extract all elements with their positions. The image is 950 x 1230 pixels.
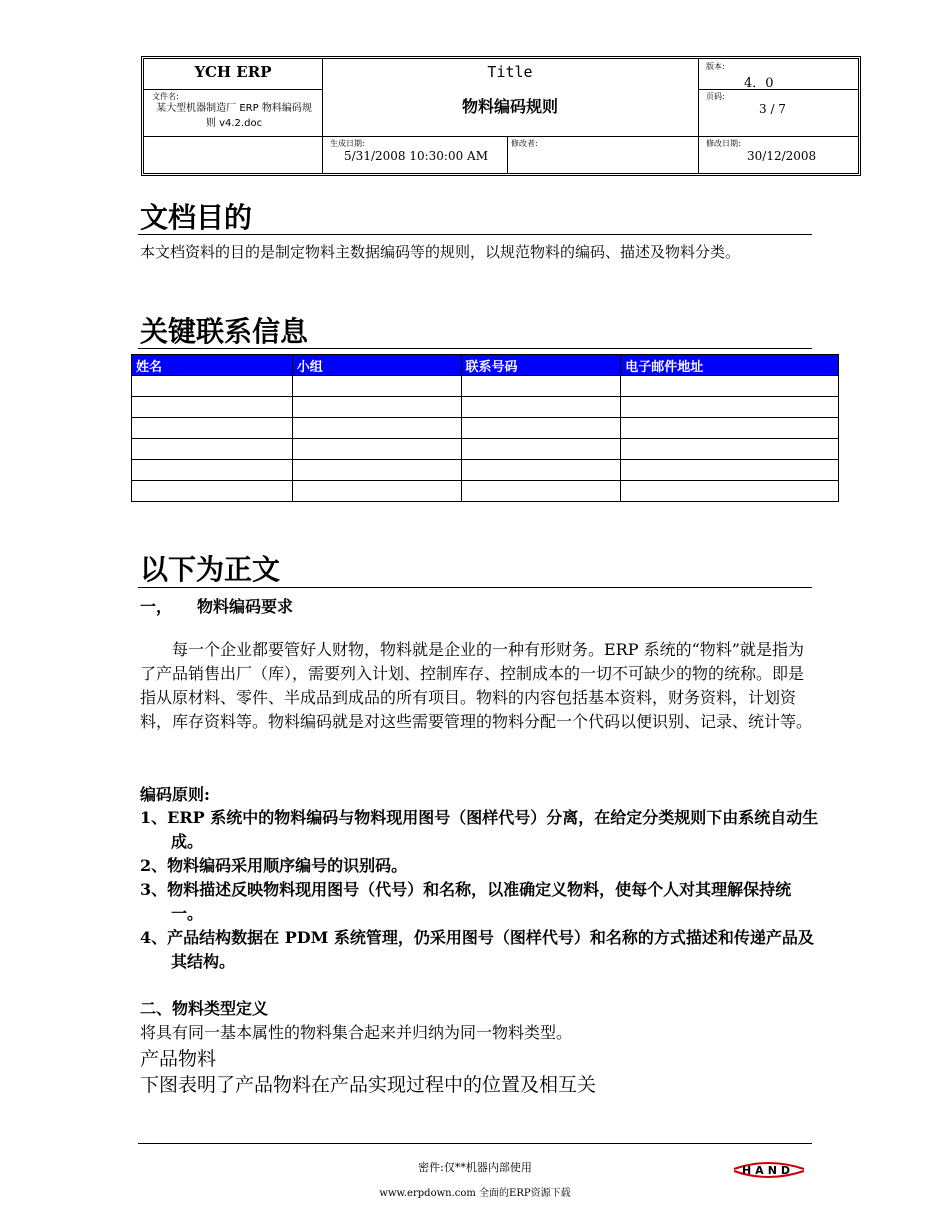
table-cell[interactable] [621,418,839,439]
page-value: 3 / 7 [759,102,786,116]
table-cell[interactable] [461,481,621,502]
principles-title: 编码原则: [140,785,210,804]
purpose-heading: 文档目的 [140,201,253,234]
contacts-table [131,354,839,502]
footer-confidential: 密件:仅**机器内部使用 [418,1161,532,1174]
heading-rule [138,587,812,588]
created-value: 5/31/2008 10:30:00 AM [344,149,489,163]
hand-logo [728,1155,808,1185]
footer-website: www.erpdown.com 全面的ERP资源下载 [379,1188,571,1199]
product-material-desc: 下图表明了产品物料在产品实现过程中的位置及相互关 [140,1074,597,1096]
table-cell[interactable] [621,481,839,502]
file-name: 某大型机器制造厂 ERP 物料编码规则 v4.2.doc [156,103,312,129]
table-row [132,376,839,397]
table-cell[interactable] [132,481,293,502]
header-divider [144,136,858,137]
table-cell[interactable] [461,418,621,439]
header-divider [144,89,322,90]
table-cell[interactable] [132,418,293,439]
header-divider [507,136,508,173]
table-cell[interactable] [132,397,293,418]
footer-rule [138,1143,812,1144]
heading-rule [138,234,812,235]
body-heading: 以下为正文 [140,553,281,586]
table-cell[interactable] [132,460,293,481]
table-cell[interactable] [292,439,461,460]
company-name: YCH ERP [194,63,272,81]
table-cell[interactable] [621,439,839,460]
column-header-email: 电子邮件地址 [621,355,839,376]
section2-title: 二、物料类型定义 [140,999,269,1018]
table-cell[interactable] [461,376,621,397]
modified-value: 30/12/2008 [747,149,817,163]
table-cell[interactable] [292,460,461,481]
table-cell[interactable] [292,397,461,418]
table-cell[interactable] [461,439,621,460]
section2-text: 将具有同一基本属性的物料集合起来并归纳为同一物料类型。 [140,1023,573,1042]
header-divider [698,89,858,90]
hand-logo-text: HAND [741,1164,795,1177]
contacts-heading: 关键联系信息 [140,315,309,348]
created-label: 生成日期: [330,139,365,148]
purpose-text: 本文档资料的目的是制定物料主数据编码等的规则，以规范物料的编码、描述及物料分类。 [140,243,741,261]
list-item: 4、产品结构数据在 PDM 系统管理，仍采用图号（图样代号）和名称的方式描述和传递产品及其结构。 [140,928,814,971]
table-cell[interactable] [132,439,293,460]
table-row [132,397,839,418]
principles-list [140,806,820,974]
section1-number: 一， [140,597,173,616]
column-header-name: 姓名 [132,355,293,376]
version-value: 4．0 [744,76,774,91]
table-cell[interactable] [461,460,621,481]
table-row [132,418,839,439]
table-cell[interactable] [461,397,621,418]
heading-rule [138,348,812,349]
list-item: 3、物料描述反映物料现用图号（代号）和名称，以准确定义物料，使每个人对其理解保持统一。 [140,880,792,923]
title-label: Title [487,63,533,81]
modifier-label: 修改者: [511,139,538,148]
intro-paragraph: 每一个企业都要管好人财物，物料就是企业的一种有形财务。ERP 系统的“物料”就是指为了产品销售出厂（库），需要列入计划、控制库存、控制成本的一切不可缺少的物的统称。即是指从原材料、零件、半成品到成品的所有项目。物料的内容包括基本资料，财务资料，计划资料，库存资料等。物料编码就是对这些需要管理的物料分配一个代码以便识别、记录、统计等。 [140,640,813,731]
table-cell[interactable] [292,481,461,502]
column-header-phone: 联系号码 [461,355,621,376]
section1-title: 物料编码要求 [197,597,294,616]
table-header-row [132,355,839,376]
table-row [132,439,839,460]
table-cell[interactable] [132,376,293,397]
list-item: 1、ERP 系统中的物料编码与物料现用图号（图样代号）分离，在给定分类规则下由系统自动生成。 [140,808,819,851]
table-cell[interactable] [621,460,839,481]
table-cell[interactable] [292,418,461,439]
document-title: 物料编码规则 [461,97,558,116]
file-label: 文件名: [152,92,179,101]
table-cell[interactable] [621,397,839,418]
list-item: 2、物料编码采用顺序编号的识别码。 [140,856,408,875]
header-divider [698,59,699,173]
table-cell[interactable] [621,376,839,397]
document-header [141,56,861,176]
product-material-label: 产品物料 [140,1048,217,1070]
page-label: 页码: [706,92,725,101]
table-row [132,481,839,502]
version-label: 版本: [706,62,725,71]
table-row [132,460,839,481]
table-cell[interactable] [292,376,461,397]
column-header-group: 小组 [292,355,461,376]
modified-label: 修改日期: [706,139,741,148]
